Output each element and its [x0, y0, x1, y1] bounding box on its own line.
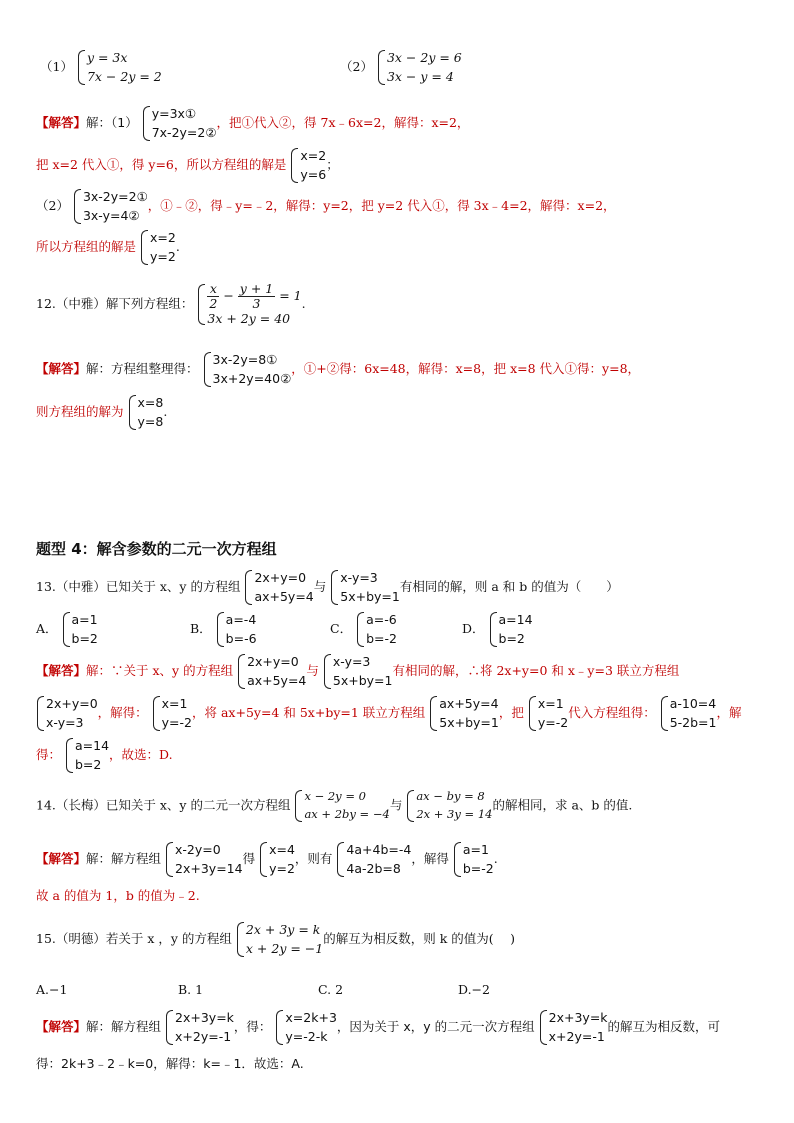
- answer-13-line1: 【解答】解：∵关于 x、y 的方程组 2x+y=0 ax+5y=4 与 x-y=3 5x+by=1 有相同的解，∴将 2x+y=0 和 x﹣y=3 联立方程组: [36, 652, 679, 691]
- option-b[interactable]: B． a=-4 b=-6: [190, 610, 257, 649]
- answer-14-line2: 故 a 的值为 1，b 的值为﹣2.: [36, 888, 200, 903]
- part-label: （2）: [340, 58, 373, 74]
- answer-15-line2: 得：2k+3﹣2﹣k=0，解得：k=﹣1．故选：A.: [36, 1056, 304, 1071]
- equation-system: x=1 y=-2: [152, 694, 192, 733]
- problem-11-part2: [340, 48, 462, 87]
- option-d[interactable]: D.−2: [458, 982, 490, 997]
- problem-13: 13.（中雅）已知关于 x、y 的方程组 2x+y=0 ax+5y=4 与 x-y=3 5x+by=1 有相同的解，则 a 和 b 的值为（ ）: [36, 568, 619, 607]
- answer-13-line2: 2x+y=0 x-y=3 ，解得： x=1 y=-2 ，将 ax+5y=4 和 5x+by=1 联立方程组 ax+5y=4 5x+by=1 ，把 x=1 y=-2 代入方程组得： a-10=4 5-2b=1 ，解: [36, 694, 742, 733]
- option-d[interactable]: D． a=14 b=2: [462, 610, 533, 649]
- answer-label: 【解答】: [36, 662, 87, 678]
- equation-system: x-y=3 5x+by=1: [330, 568, 400, 607]
- equation-system: 2x+y=0 ax+5y=4: [237, 652, 306, 691]
- equation-system: a=-6 b=-2: [356, 610, 397, 649]
- equation-system: 2x+3y=k x+2y=-1: [539, 1008, 608, 1047]
- section-title: 题型 4：解含参数的二元一次方程组: [36, 540, 277, 558]
- equation-system: x=8 y=8: [128, 393, 164, 432]
- equation-system: 2x+y=0 x-y=3: [36, 694, 98, 733]
- option-a[interactable]: A． a=1 b=2: [36, 610, 98, 649]
- part-label: （1）: [40, 58, 73, 74]
- answer-12-line1: 【解答】解：方程组整理得： 3x-2y=8① 3x+2y=40② ，①+②得：6x=48，解得：x=8，把 x=8 代入①得：y=8，: [36, 350, 640, 389]
- answer-14-line1: 【解答】解：解方程组 x-2y=0 2x+3y=14 得 x=4 y=2 ，则有 4a+4b=-4 4a-2b=8 ，解得 a=1 b=-2 .: [36, 840, 498, 879]
- equation-system: a=-4 b=-6: [216, 610, 257, 649]
- answer-label: 【解答】: [36, 360, 87, 376]
- section-heading: [36, 538, 277, 559]
- equation-system: x=4 y=2: [259, 840, 295, 879]
- fraction: $\frac{x}{2}$: [209, 281, 218, 311]
- equation-system: 3x-2y=2① 3x-y=4②: [73, 187, 148, 226]
- equation-system: a=1 b=2: [62, 610, 98, 649]
- equation-system: 2x+3y=k x+2y=-1: [165, 1008, 234, 1047]
- equation-system: x=1 y=-2: [528, 694, 568, 733]
- equation-system: y = 3x 7x − 2y = 2: [77, 48, 162, 87]
- option-a[interactable]: A.−1: [36, 982, 68, 997]
- equation-system: x=2k+3 y=-2-k: [275, 1008, 337, 1047]
- problem-15: 15.（明德）若关于 x ，y 的方程组 2x + 3y = k x + 2y = −1 的解互为相反数，则 k 的值为( ): [36, 920, 515, 959]
- fraction: $\frac{y + 1}{3}$: [239, 281, 274, 311]
- problem-11-part1: [40, 48, 162, 87]
- answer-11-line4: 所以方程组的解是 x=2 y=2 .: [36, 228, 180, 267]
- equation-system: a=1 b=-2: [453, 840, 494, 879]
- question-stem: 15.（明德）若关于 x ，y 的方程组: [36, 930, 232, 946]
- equation-system: x-y=3 5x+by=1: [323, 652, 393, 691]
- answer-11-line1: 【解答】解：（1） y=3x① 7x-2y=2② ，把①代入②，得 7x﹣6x=2，解得：x=2，: [36, 104, 469, 143]
- problem-14: 14.（长梅）已知关于 x、y 的二元一次方程组 x − 2y = 0 ax + 2by = −4 与 ax − by = 8 2x + 3y = 14 的解相同，求 a、b 的值.: [36, 788, 632, 824]
- question-stem: 13.（中雅）已知关于 x、y 的方程组: [36, 578, 241, 594]
- equation-system: a=14 b=2: [489, 610, 533, 649]
- answer-13-line3: 得： a=14 b=2 ，故选：D.: [36, 736, 173, 775]
- answer-label: 【解答】: [36, 850, 87, 866]
- equation-system: x=2 y=6: [290, 146, 326, 185]
- answer-label: 【解答】: [36, 114, 87, 130]
- answer-11-line3: （2） 3x-2y=2① 3x-y=4② ，①﹣②，得﹣y=﹣2，解得：y=2，把 y=2 代入①，得 3x﹣4=2，解得：x=2，: [36, 187, 616, 226]
- question-stem: 14.（长梅）已知关于 x、y 的二元一次方程组: [36, 797, 291, 813]
- equation-system: a=14 b=2: [65, 736, 109, 775]
- equation-system: x-2y=0 2x+3y=14: [165, 840, 243, 879]
- answer-12-line2: 则方程组的解为 x=8 y=8 .: [36, 393, 167, 432]
- equation-system: 2x+y=0 ax+5y=4: [244, 568, 313, 607]
- option-c[interactable]: C． a=-6 b=-2: [330, 610, 397, 649]
- equation-system: ax+5y=4 5x+by=1: [429, 694, 499, 733]
- equation-system: 4a+4b=-4 4a-2b=8: [336, 840, 411, 879]
- equation-system: x=2 y=2: [140, 228, 176, 267]
- equation-system: 2x + 3y = k x + 2y = −1: [236, 920, 323, 959]
- option-b[interactable]: B. 1: [178, 982, 204, 997]
- question-stem: 12.（中雅）解下列方程组：: [36, 295, 194, 311]
- equation-system: ax − by = 8 2x + 3y = 14: [406, 788, 492, 824]
- answer-label: 【解答】: [36, 1018, 87, 1034]
- equation-system: a-10=4 5-2b=1: [660, 694, 717, 733]
- equation-system: 3x-2y=8① 3x+2y=40②: [203, 350, 292, 389]
- equation-system: x − 2y = 0 ax + 2by = −4: [294, 788, 389, 824]
- problem-12: 12.（中雅）解下列方程组： $\frac{x}{2}$ − $\frac{y + 1}{3}$ = 1 3x + 2y = 40 .: [36, 281, 306, 326]
- answer-11-line2: 把 x=2 代入①，得 y=6，所以方程组的解是 x=2 y=6 ；: [36, 146, 339, 185]
- equation-system: $\frac{x}{2}$ − $\frac{y + 1}{3}$ = 1 3x + 2y = 40: [197, 282, 301, 327]
- option-c[interactable]: C. 2: [318, 982, 344, 997]
- answer-15-line1: 【解答】解：解方程组 2x+3y=k x+2y=-1 ，得： x=2k+3 y=-2-k ，因为关于 x，y 的二元一次方程组 2x+3y=k x+2y=-1 的解互为相反数，可: [36, 1008, 720, 1047]
- equation-system: y=3x① 7x-2y=2②: [142, 104, 217, 143]
- equation-system: 3x − 2y = 6 3x − y = 4: [377, 48, 462, 87]
